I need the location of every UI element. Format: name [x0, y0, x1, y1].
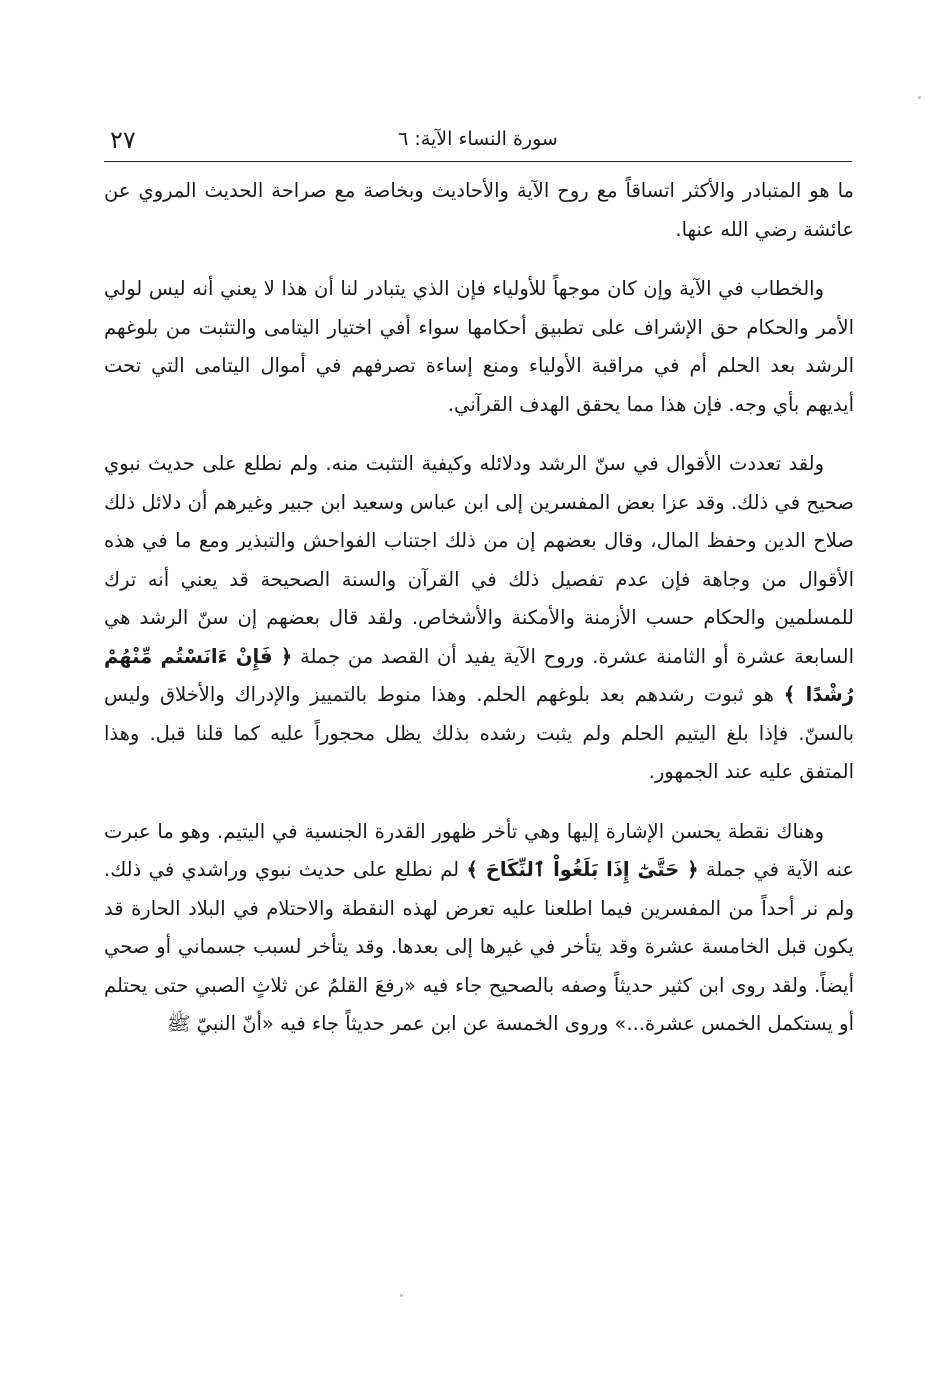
paragraph-2: والخطاب في الآية وإن كان موجهاً للأولياء فإن الذي يتبادر لنا أن هذا لا يعني أنه ليس لولي الأمر والحكام حق الإشراف على تطبيق أحكامها سواء أفي اختيار اليتامى والتثبت من بلوغهم الرشد بعد الحلم أم في مراقبة الأولياء ومنع إساءة تصرفهم في أموال اليتامى التي تحت أيديهم بأي وجه. فإن هذا مما يحقق الهدف القرآني. [104, 277, 854, 416]
running-header [104, 126, 852, 162]
paragraph-3-text-after: هو ثبوت رشدهم بعد بلوغهم الحلم. وهذا منوط بالتمييز والإدراك والأخلاق وليس بالسنّ. فإذا بلغ اليتيم الحلم ولم يثبت رشده بذلك يظل محجوراً عليه كما قلنا قبل. وهذا المتفق عليه عند الجمهور. [104, 683, 854, 783]
scan-speck [400, 1294, 403, 1297]
paragraph-4-text-before: وهناك نقطة يحسن الإشارة إليها وهي تأخر ظهور القدرة الجنسية في اليتيم. وهو ما عبرت عنه الآية في جملة [104, 819, 854, 881]
paragraph-3 [104, 445, 854, 792]
header-title: سورة النساء الآية: ٦ [398, 128, 558, 150]
scan-speck [918, 96, 921, 99]
paragraph-4 [104, 813, 854, 1044]
quran-verse-2: ﴿ حَتَّىٰٓ إِذَا بَلَغُواْ ٱلنِّكَاحَ ﴾ [466, 858, 699, 881]
page-number: ٢٧ [110, 126, 136, 154]
paragraph-4-text-after: لم نطلع على حديث نبوي وراشدي في ذلك. ولم نر أحداً من المفسرين فيما اطلعنا عليه تعرض لهذه النقطة والاحتلام في البلاد الحارة قد يكون قبل الخامسة عشرة وقد يتأخر في غيرها إلى بعدها. وقد يتأخر لسبب جسماني أو صحي أيضاً. ولقد روى ابن كثير حديثاً وصفه بالصحيح جاء فيه «رفعَ القلمُ عن ثلاثٍ الصبي حتى يحتلم أو يستكمل الخمس عشرة...» وروى الخمسة عن ابن عمر حديثاً جاء فيه «أنّ النبيّ ﷺ [104, 858, 854, 1035]
body-text [104, 172, 854, 1065]
header-rule [104, 161, 852, 162]
paragraph-1: ما هو المتبادر والأكثر اتساقاً مع روح الآية والأحاديث وبخاصة مع صراحة الحديث المروي عن عائشة رضي الله عنها. [104, 179, 854, 241]
paragraph-3-text-before: ولقد تعددت الأقوال في سنّ الرشد ودلائله وكيفية التثبت منه. ولم نطلع على حديث نبوي صحيح في ذلك. وقد عزا بعض المفسرين إلى ابن عباس وسعيد ابن جبير وغيرهم أن دلائل ذلك صلاح الدين وحفظ المال، وقال بعضهم إن من ذلك اجتناب الفواحش والتبذير ومع ما في هذه الأقوال من وجاهة فإن عدم تفصيل ذلك في القرآن والسنة الصحيحة قد يعني أنه ترك للمسلمين والحكام حسب الأزمنة والأمكنة والأشخاص. ولقد قال بعضهم إن سنّ الرشد هي السابعة عشرة أو الثامنة عشرة. وروح الآية يفيد أن القصد من جملة [104, 452, 854, 668]
quran-verse-1: ﴿ فَإِنْ ءَانَسْتُم مِّنْهُمْ رُشْدًا ﴾ [104, 644, 854, 706]
